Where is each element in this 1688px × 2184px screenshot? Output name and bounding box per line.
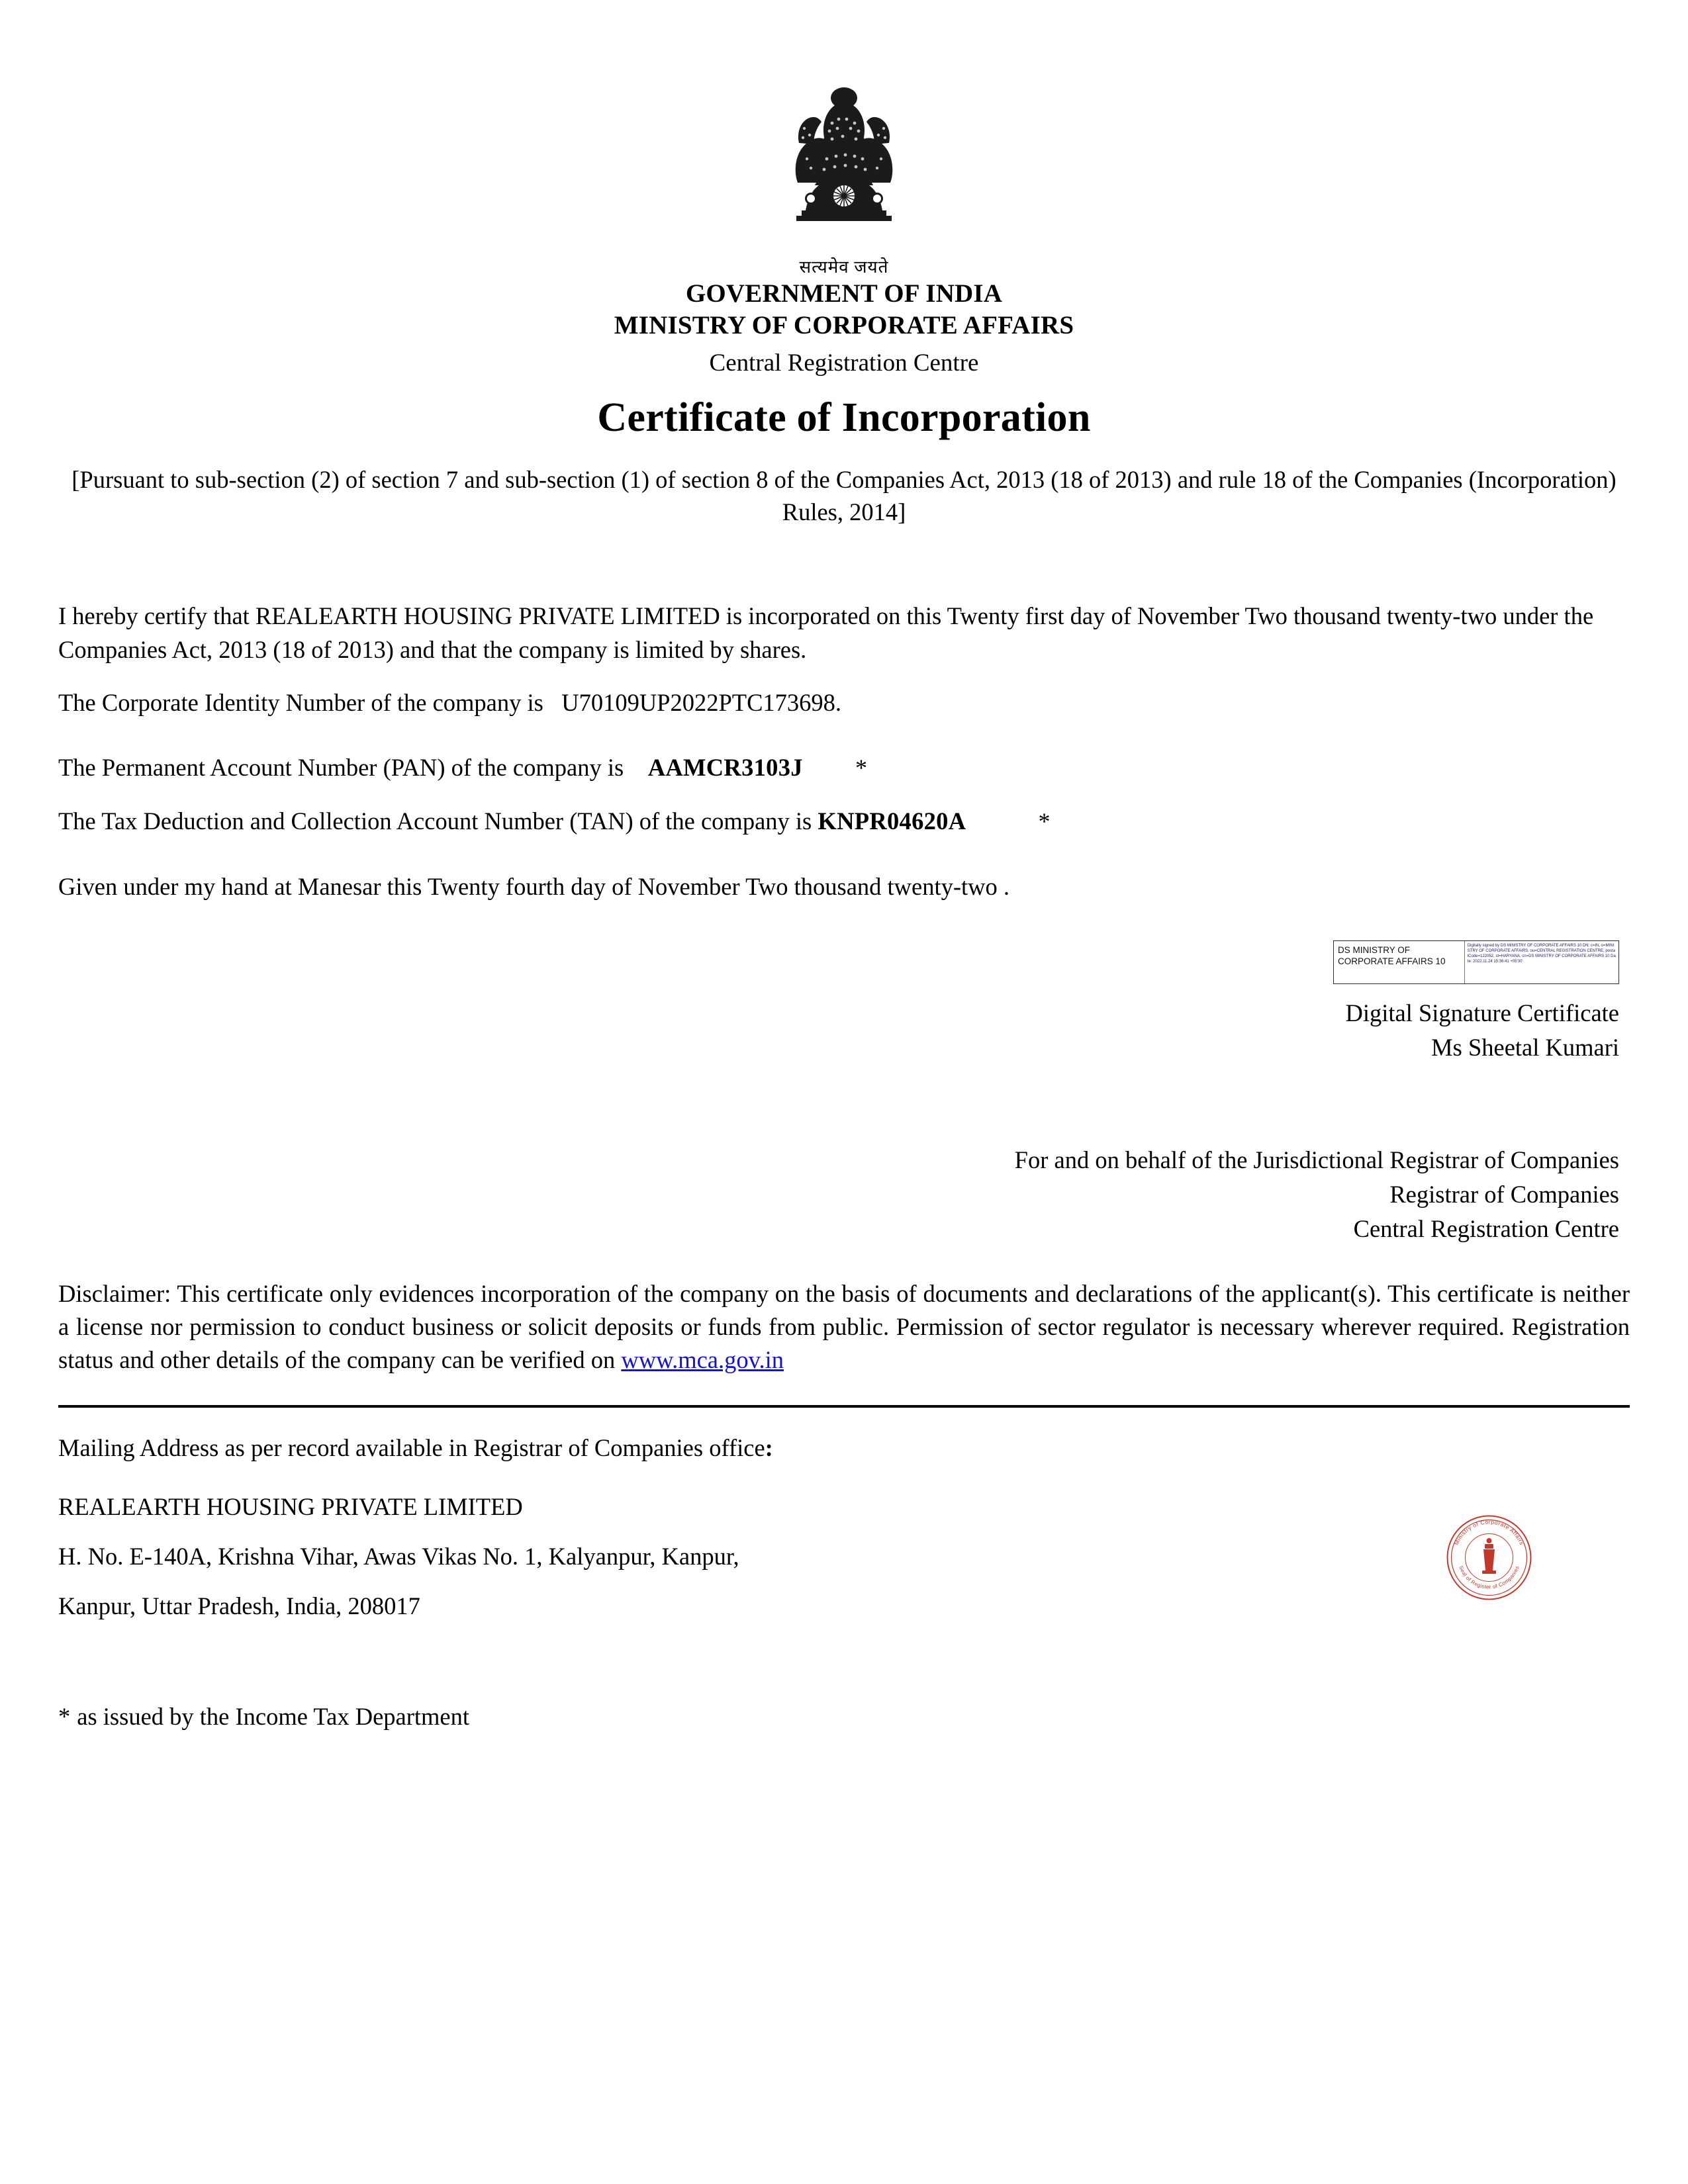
svg-text:Ministry of Corporate Affairs: Ministry of Corporate Affairs — [1452, 1518, 1526, 1547]
tan-label: The Tax Deduction and Collection Account Number (TAN) of the company is — [58, 807, 812, 835]
dsc-stamp-name: DS MINISTRY OF CORPORATE AFFAIRS 10 — [1334, 941, 1465, 983]
dsc-caption: Digital Signature Certificate — [1345, 999, 1619, 1026]
mailing-company-name: REALEARTH HOUSING PRIVATE LIMITED — [58, 1493, 523, 1521]
mailing-address-block — [58, 1430, 1630, 1624]
ministry-line: MINISTRY OF CORPORATE AFFAIRS — [614, 310, 1074, 340]
ashoka-lion-capital-icon — [758, 60, 930, 278]
mca-website-link[interactable]: www.mca.gov.in — [621, 1345, 784, 1373]
footnote — [58, 1702, 1630, 1731]
mailing-address-line-2: Kanpur, Uttar Pradesh, India, 208017 — [58, 1592, 420, 1619]
registrar-of-companies-line: Registrar of Companies — [1389, 1180, 1619, 1208]
cin-label: The Corporate Identity Number of the company is — [58, 688, 543, 716]
pan-asterisk: * — [855, 754, 867, 782]
signer-name: Ms Sheetal Kumari — [1431, 1033, 1619, 1061]
emblem-motto: सत्यमेव जयते — [799, 257, 889, 277]
footnote-asterisk: * — [58, 1703, 71, 1731]
certify-paragraph: I hereby certify that REALEARTH HOUSING PRIVATE LIMITED is incorporated on this Twenty first day of November Two thousand twenty-two under the Companies Act, 2013 (18 of 2013) and that the company is limited by shares. — [58, 602, 1594, 663]
signature-caption — [1345, 996, 1619, 1065]
certificate-body — [58, 600, 1630, 903]
registrar-crc-line: Central Registration Centre — [1353, 1214, 1619, 1242]
cin-value: U70109UP2022PTC173698. — [561, 688, 842, 716]
mailing-heading-text: Mailing Address as per record available in Registrar of Companies office — [58, 1434, 765, 1462]
central-registration-centre-line: Central Registration Centre — [709, 349, 979, 377]
tan-paragraph — [58, 805, 1630, 839]
digital-signature-area — [58, 940, 1630, 1106]
mailing-address-line-1: H. No. E-140A, Krishna Vihar, Awas Vikas No. 1, Kalyanpur, Kanpur, — [58, 1542, 739, 1570]
roc-seal-icon — [1441, 1510, 1537, 1606]
disclaimer-paragraph — [58, 1277, 1630, 1376]
digital-signature-stamp — [1333, 940, 1619, 984]
svg-text:Seal of Register of Companies: Seal of Register of Companies — [1458, 1565, 1521, 1590]
footnote-text: as issued by the Income Tax Department — [77, 1703, 470, 1731]
mailing-heading — [58, 1430, 1630, 1467]
national-emblem-block — [58, 60, 1630, 278]
disclaimer-text: Disclaimer: This certificate only evidences incorporation of the company on the basis of documents and declarations of the applicant(s). This certificate is neither a license nor permission to conduct business or solicit deposits or funds from public. Permission of sector regulator is necessary wherever required. Registration status and other details of the company can be verified on — [58, 1280, 1630, 1373]
pan-label: The Permanent Account Number (PAN) of the company is — [58, 754, 624, 782]
mailing-heading-colon: : — [765, 1434, 773, 1462]
pan-paragraph — [58, 751, 1630, 785]
tan-asterisk: * — [1038, 807, 1051, 835]
page-title: Certificate of Incorporation — [597, 395, 1091, 441]
cin-paragraph — [58, 686, 1630, 719]
section-divider — [58, 1405, 1630, 1408]
given-under-hand-paragraph: Given under my hand at Manesar this Twenty fourth day of November Two thousand twenty-two . — [58, 872, 1010, 900]
tan-value: KNPR04620A — [818, 807, 966, 835]
government-line-1: GOVERNMENT OF INDIA — [685, 279, 1003, 308]
pursuant-clause: [Pursuant to sub-section (2) of section 7 and sub-section (1) of section 8 of the Companies Act, 2013 (18 of 2013) and rule 18 of the Companies (Incorporation) Rules, 2014] — [71, 466, 1617, 525]
dsc-stamp-details: Digitally signed by DS MINISTRY OF CORPORATE AFFAIRS 10 DN: c=IN, o=MINISTRY OF CORPORATE AFFAIRS, ou=CENTRAL REGISTRATION CENTRE, postalCode=122052, st=HARYANA, cn=DS MINISTRY OF CORPORATE AFFAIRS 10 Date: 2022.11.24 15:36:41 +05'30' — [1467, 944, 1616, 964]
on-behalf-line: For and on behalf of the Jurisdictional Registrar of Companies — [1014, 1146, 1619, 1173]
registrar-block — [58, 1143, 1630, 1246]
pan-value: AAMCR3103J — [647, 754, 803, 782]
